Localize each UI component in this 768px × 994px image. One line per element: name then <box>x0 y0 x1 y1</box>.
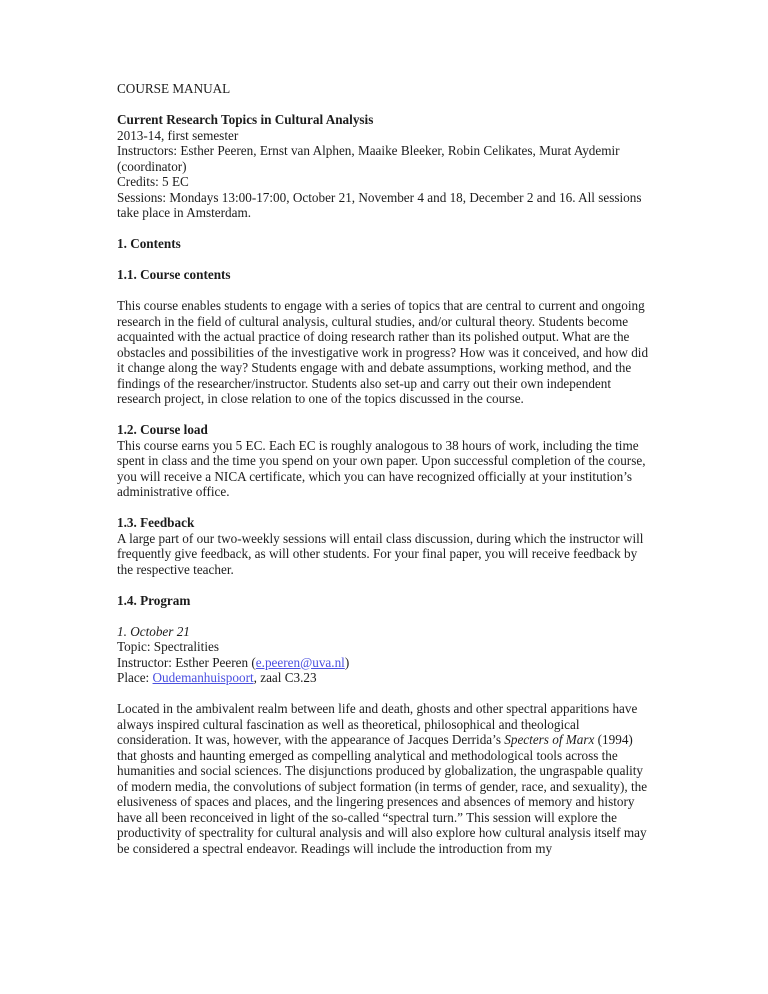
semester-line: 2013-14, first semester <box>117 127 239 143</box>
course-load-section <box>117 422 654 500</box>
instructors-line: Instructors: Esther Peeren, Ernst van Alphen, Maaike Bleeker, Robin Celikates, Murat Aydemir (coordinator) <box>117 143 620 174</box>
section-heading-contents: 1. Contents <box>117 236 181 251</box>
feedback-paragraph: A large part of our two-weekly sessions will entail class discussion, during which the instructor will frequently give feedback, as will other students. For your final paper, you will receive feedback by the respective teacher. <box>117 530 644 577</box>
sessions-line: Sessions: Mondays 13:00-17:00, October 21, November 4 and 18, December 2 and 16. All sessions take place in Amsterdam. <box>117 189 642 220</box>
session-place-line <box>117 670 654 686</box>
session-description-paragraph <box>117 701 654 856</box>
section-heading-feedback: 1.3. Feedback <box>117 515 195 530</box>
session-instructor-suffix: ) <box>344 654 350 670</box>
session-description-book-title: Specters of Marx <box>504 732 595 747</box>
course-load-paragraph: This course earns you 5 EC. Each EC is roughly analogous to 38 hours of work, including the time spent in class and the time you spend on your own paper. Upon successful completion of the course, you will receive a NICA certificate, which you can have recognized officially at your institution’s administrative office. <box>117 437 646 499</box>
course-header <box>117 112 654 221</box>
instructor-email-link[interactable]: e.peeren@uva.nl <box>255 654 345 670</box>
session-place-suffix: , zaal C3.23 <box>253 670 317 685</box>
place-link[interactable]: Oudemanhuispoort <box>152 670 254 685</box>
session-place-prefix: Place: <box>117 670 153 685</box>
section-heading-course-contents: 1.1. Course contents <box>117 267 231 282</box>
feedback-section <box>117 515 654 577</box>
course-title: Current Research Topics in Cultural Analysis <box>117 112 374 127</box>
doc-type-label: COURSE MANUAL <box>117 81 231 96</box>
section-heading-program: 1.4. Program <box>117 592 191 608</box>
session-instructor-line <box>117 655 654 671</box>
session-description-part2: (1994) that ghosts and haunting emerged as compelling analytical and methodological tools across the humanities and social sciences. The disjunctions produced by globalization, the ungraspable quality of modern media, the convolutions of subject formation (in terms of gender, race, and sexuality), the elusiveness of spaces and places, and the lingering presences and absences of memory and history have all been reconceived in light of the so-called “spectral turn.” This session will explore the productivity of spectrality for cultural analysis and will also explore how cultural analysis itself may be considered a spectral endeavor. Readings will include the introduction from my <box>117 732 648 856</box>
credits-line: Credits: 5 EC <box>117 174 189 189</box>
session-description-part1: Located in the ambivalent realm between life and death, ghosts and other spectral apparitions have always inspired cultural fascination as well as theoretical, philosophical and theological consideration. It was, however, with the appearance of Jacques Derrida’s <box>117 701 638 747</box>
program-session-1-info <box>117 624 654 686</box>
session-instructor-prefix: Instructor: Esther Peeren ( <box>117 654 256 670</box>
session-topic-line: Topic: Spectralities <box>117 639 219 654</box>
session-date: 1. October 21 <box>117 623 190 639</box>
document-content <box>117 81 654 856</box>
course-contents-paragraph: This course enables students to engage with a series of topics that are central to current and ongoing research in the field of cultural analysis, cultural studies, and/or cultural theory. Students become acquainted with the actual practice of doing research rather than its polished output. What are the obstacles and possibilities of the investigative work in progress? How was it conceived, and how did it change along the way? Students engage with and debate assumptions, working method, and the findings of the researcher/instructor. Students also set-up and carry out their own independent research project, in close relation to one of the topics discussed in the course. <box>117 298 649 406</box>
section-heading-course-load: 1.2. Course load <box>117 422 208 437</box>
